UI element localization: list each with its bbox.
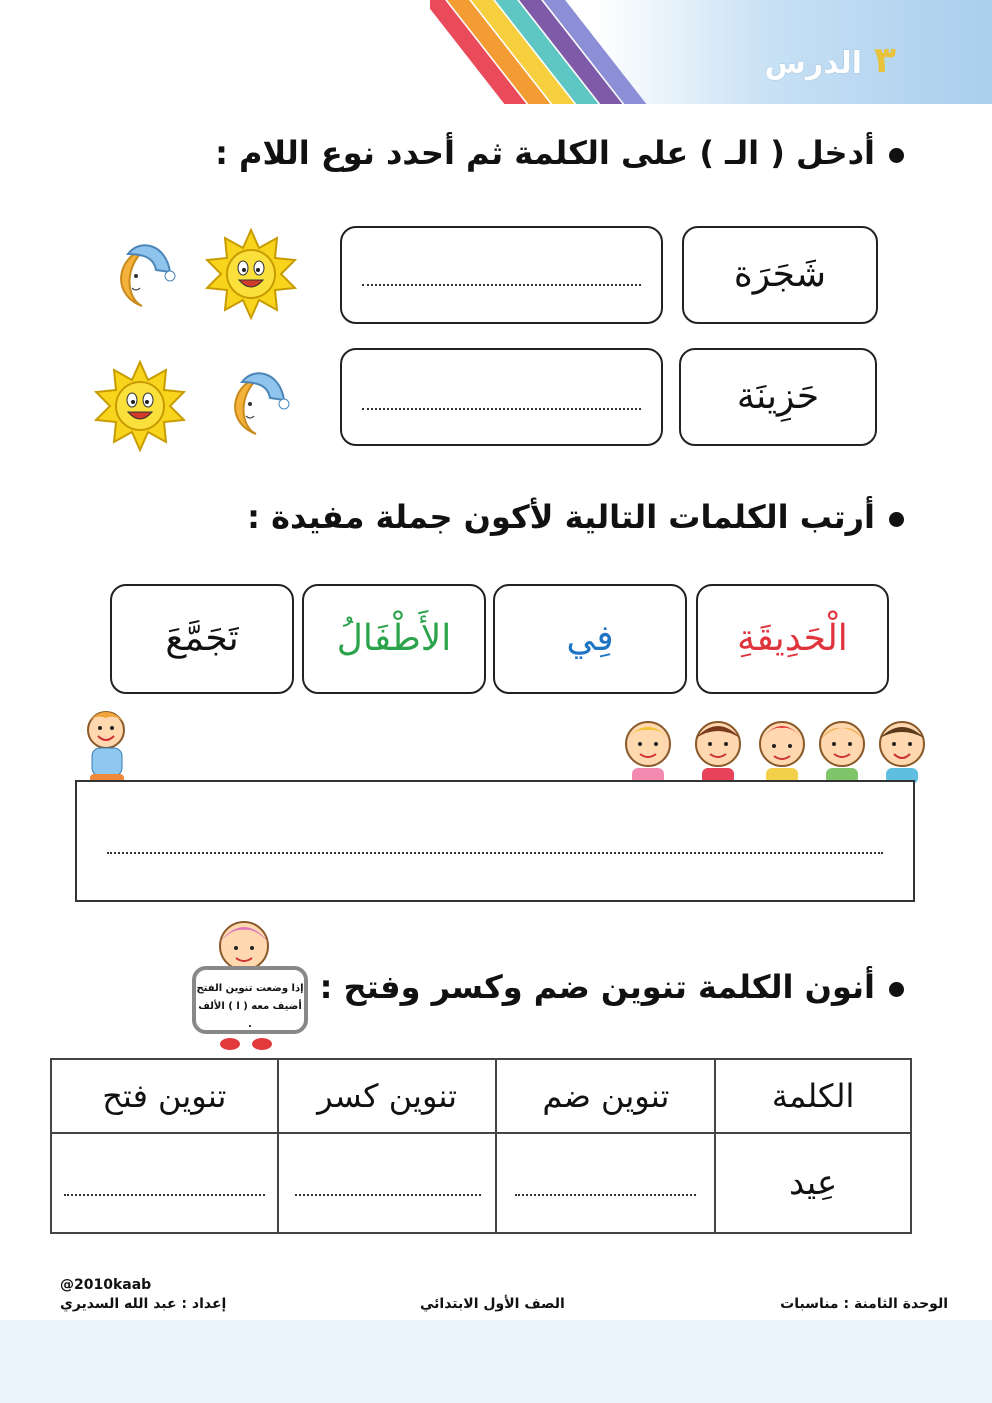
sentence-answer-box[interactable] [75, 780, 915, 902]
cell-kasr-line[interactable] [295, 1194, 482, 1196]
footer-band [0, 1320, 992, 1403]
answer-box-2[interactable] [340, 348, 663, 446]
word-2: حَزِينَة [736, 376, 820, 417]
header-word: الكلمة [715, 1059, 911, 1133]
girl-icon [204, 910, 284, 970]
hint-card [192, 966, 308, 1034]
table-word: عِيد [788, 1163, 838, 1203]
bullet-icon [889, 148, 904, 163]
moon-icon[interactable] [104, 236, 176, 312]
footer-grade: الصف الأول الابتدائي [420, 1296, 565, 1312]
footer-handle: @2010kaab [60, 1277, 152, 1293]
scramble-word-4-text: تَجَمَّعَ [165, 618, 239, 659]
cell-fath[interactable] [51, 1133, 278, 1233]
cell-fath-line[interactable] [64, 1194, 265, 1196]
table-header-row [51, 1059, 911, 1133]
header-fath: تنوين فتح [51, 1059, 278, 1133]
scramble-word-3[interactable] [302, 584, 486, 694]
bullet-icon [889, 512, 904, 527]
footer-author: إعداد : عبد الله السديري [60, 1296, 227, 1312]
lesson-number: ٣ [874, 40, 896, 81]
answer-box-1[interactable] [340, 226, 663, 324]
scramble-word-2-text: فِي [566, 618, 614, 659]
header-kasr: تنوين كسر [278, 1059, 497, 1133]
moon-icon[interactable] [218, 364, 290, 440]
section1-heading: أدخل ( الـ ) على الكلمة ثم أحدد نوع اللام : [215, 134, 904, 172]
scramble-word-4[interactable] [110, 584, 294, 694]
kids-group-icon [620, 714, 984, 784]
scramble-word-3-text: الأَطْفَالُ [336, 618, 452, 659]
table-row [51, 1133, 911, 1233]
hint-line-2: أضيف معه ( ا ) الألف . [198, 1001, 302, 1030]
answer-line-1[interactable] [362, 284, 641, 286]
hint-line-1: إذا وضعت تنوين الفتح [196, 983, 304, 994]
sentence-answer-line[interactable] [107, 852, 883, 854]
tanween-table [50, 1058, 912, 1234]
section3-heading: أنون الكلمة تنوين ضم وكسر وفتح : [320, 968, 904, 1006]
sun-icon[interactable] [205, 228, 297, 320]
header-damm: تنوين ضم [496, 1059, 715, 1133]
bullet-icon [889, 982, 904, 997]
word-box-1 [682, 226, 878, 324]
footer-unit: الوحدة الثامنة : مناسبات [780, 1296, 948, 1312]
sun-icon[interactable] [94, 360, 186, 452]
lesson-label: الدرس [764, 46, 862, 81]
scramble-word-1[interactable] [696, 584, 889, 694]
girl-feet-icon [216, 1034, 276, 1052]
header-stripes [430, 0, 690, 104]
cell-kasr[interactable] [278, 1133, 497, 1233]
word-box-2 [679, 348, 877, 446]
scramble-word-1-text: الْحَدِيقَةِ [737, 618, 848, 659]
answer-line-2[interactable] [362, 408, 641, 410]
scramble-word-2[interactable] [493, 584, 687, 694]
cell-damm-line[interactable] [515, 1194, 696, 1196]
cell-damm[interactable] [496, 1133, 715, 1233]
word-1: شَجَرَة [733, 254, 827, 295]
cell-word [715, 1133, 911, 1233]
section2-heading: أرتب الكلمات التالية لأكون جملة مفيدة : [247, 498, 904, 536]
